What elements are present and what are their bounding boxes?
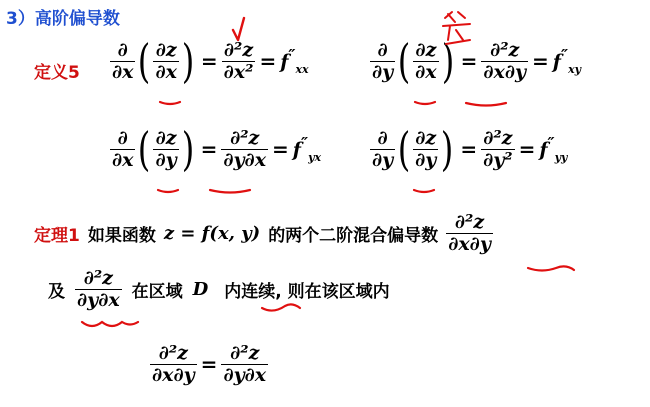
continuous-word: 连续 xyxy=(241,281,276,302)
underline-8 xyxy=(82,322,138,326)
underline-6 xyxy=(414,190,434,192)
handwritten-note xyxy=(443,12,470,44)
formula-fxy: $\frac{\partial}{\partial y}$ ( $\frac{\partial z}{\partial x}$ ) = $\frac{\text{∂²z}}{\partial x\partial y}$ = $f''_{xy}$ xyxy=(372,34,582,88)
theorem-line-2: 及 $\frac{\text{∂²z}}{\partial y\partial x}$ 在区域 D 内连续, 则在该区域内 xyxy=(48,267,390,311)
formula-fyy: $\frac{\partial}{\partial y}$ ( $\frac{\partial z}{\partial y}$ ) = $\frac{\text{∂²z}}{\text{∂y²}}$ = $f''_{yy}$ xyxy=(372,122,568,176)
domain-variable: D xyxy=(192,278,209,300)
underline-3 xyxy=(466,103,506,106)
underline-2 xyxy=(415,102,435,104)
function-expression: z = f(x, y) xyxy=(163,222,261,244)
underline-7 xyxy=(528,266,574,270)
theorem-line-1: 定理1 如果函数 z = f(x, y) 的两个二阶混合偏导数 $\frac{\text{∂²z}}{\partial x\partial y}$ xyxy=(34,211,491,255)
mixed-derivative-yx: $\frac{\text{∂²z}}{\partial y\partial x}$ xyxy=(77,267,120,311)
underline-9 xyxy=(262,304,300,310)
formula-fxx: $\frac{\partial}{\partial x}$ ( $\frac{\partial z}{\partial x}$ ) = $\frac{\text{∂²z}}{\text{∂x²}}$ = $f''_{xx}$ xyxy=(112,34,309,88)
check-mark-icon xyxy=(233,18,244,40)
underline-5 xyxy=(210,190,250,193)
underline-4 xyxy=(158,190,178,192)
mixed-derivative-xy: $\frac{\text{∂²z}}{\partial x\partial y}$ xyxy=(448,211,491,255)
formula-fyx: $\frac{\partial}{\partial x}$ ( $\frac{\partial z}{\partial y}$ ) = $\frac{\text{∂²z}}{\partial y\partial x}$ = $f''_{yx}$ xyxy=(112,122,322,176)
definition-label: 定义5 xyxy=(34,63,80,83)
section-heading: 3）高阶偏导数 xyxy=(6,9,120,29)
theorem-label: 定理1 xyxy=(34,225,80,246)
underline-1 xyxy=(160,102,180,104)
result-equation: $\frac{\text{∂²z}}{\partial x\partial y}$ = $\frac{\text{∂²z}}{\partial y\partial x}$ xyxy=(152,342,267,386)
